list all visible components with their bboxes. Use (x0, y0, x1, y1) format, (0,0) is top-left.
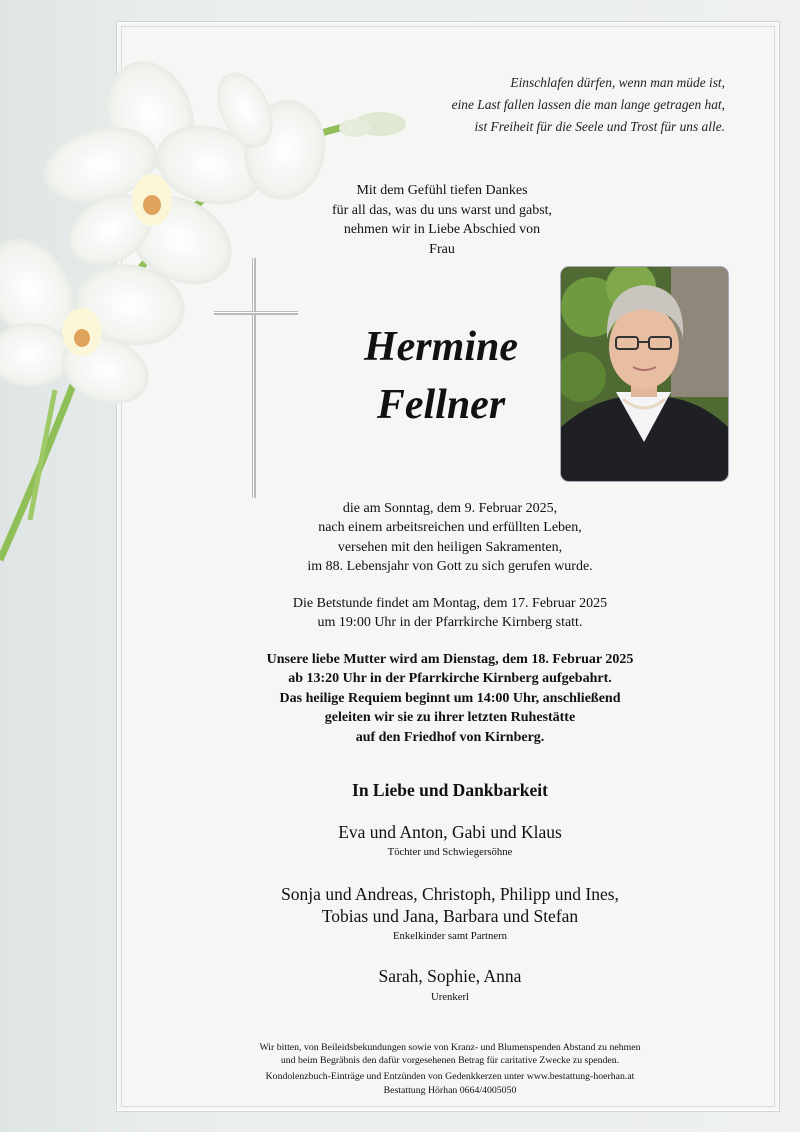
funeral-line: Unsere liebe Mutter wird am Dienstag, dem 18. Februar 2025 (266, 652, 634, 667)
mourner-names: Tobias und Jana, Barbara und Stefan (321, 906, 579, 926)
footer-line: Wir bitten, von Beileidsbekundungen sowie von Kranz- und Blumenspenden Abstand zu nehmen (259, 1042, 641, 1053)
mourner-relation: Urenkerl (431, 991, 469, 1003)
mourner-group (120, 821, 780, 860)
footer-line: Kondolenzbuch-Einträge und Entzünden von Gedenkkerzen unter www.bestattung-hoerhan.at (265, 1071, 635, 1083)
funeral-line: auf den Friedhof von Kirnberg. (355, 729, 545, 745)
deceased-first-name: Hermine (364, 324, 518, 370)
deceased-last-name: Fellner (376, 382, 506, 428)
poem-line: ist Freiheit für die Seele und Trost für uns alle. (474, 119, 725, 134)
notice-line: nach einem arbeitsreichen und erfüllten Leben, (318, 520, 582, 536)
notice-line: die am Sonntag, dem 9. Februar 2025, (342, 501, 558, 516)
funeral-line: geleiten wir sie zu ihrer letzten Ruhestätte (324, 710, 576, 726)
funeral-line: ab 13:20 Uhr in der Pfarrkirche Kirnberg aufgebahrt. (288, 671, 612, 687)
portrait-photo (560, 266, 729, 482)
footer-line: und beim Begräbnis den dafür vorgesehenen Betrag für caritative Zwecke zu spenden. (280, 1055, 620, 1067)
prayer-line: um 19:00 Uhr in der Pfarrkirche Kirnberg statt. (317, 615, 583, 631)
footer-line: Bestattung Hörhan 0664/4005050 (383, 1084, 517, 1096)
intro-line: Frau (429, 241, 455, 257)
prayer-line: Die Betstunde findet am Montag, dem 17. Februar 2025 (292, 596, 608, 611)
poem (330, 72, 725, 138)
mourner-names: Eva und Anton, Gabi und Klaus (338, 822, 562, 842)
cross-icon (214, 258, 298, 498)
funeral-line: Das heilige Requiem beginnt um 14:00 Uhr, anschließend (279, 690, 621, 706)
poem-line: eine Last fallen lassen die man lange getragen hat, (451, 97, 725, 112)
mourner-names: Sarah, Sophie, Anna (378, 966, 522, 986)
notice-line: im 88. Lebensjahr von Gott zu sich gerufen wurde. (307, 559, 593, 575)
footer-notes (120, 1041, 780, 1097)
poem-line: Einschlafen dürfen, wenn man müde ist, (510, 75, 725, 90)
mourner-relation: Enkelkinder samt Partnern (393, 930, 507, 942)
mourner-group (120, 883, 780, 944)
notice-line: versehen mit den heiligen Sakramenten, (337, 539, 563, 555)
intro-line: nehmen wir in Liebe Abschied von (343, 222, 541, 237)
closing-heading: In Liebe und Dankbarkeit (352, 780, 548, 800)
mourner-group (120, 965, 780, 1005)
funeral-info (120, 650, 780, 747)
mourner-relation: Töchter und Schwiegersöhne (387, 846, 513, 858)
intro-line: Mit dem Gefühl tiefen Dankes (356, 183, 528, 198)
intro-line: für all das, was du uns warst und gabst, (331, 202, 553, 218)
death-notice (120, 499, 780, 577)
intro-text (222, 181, 662, 259)
prayer-info (120, 594, 780, 633)
mourner-names: Sonja und Andreas, Christoph, Philipp und Ines, (281, 884, 619, 904)
